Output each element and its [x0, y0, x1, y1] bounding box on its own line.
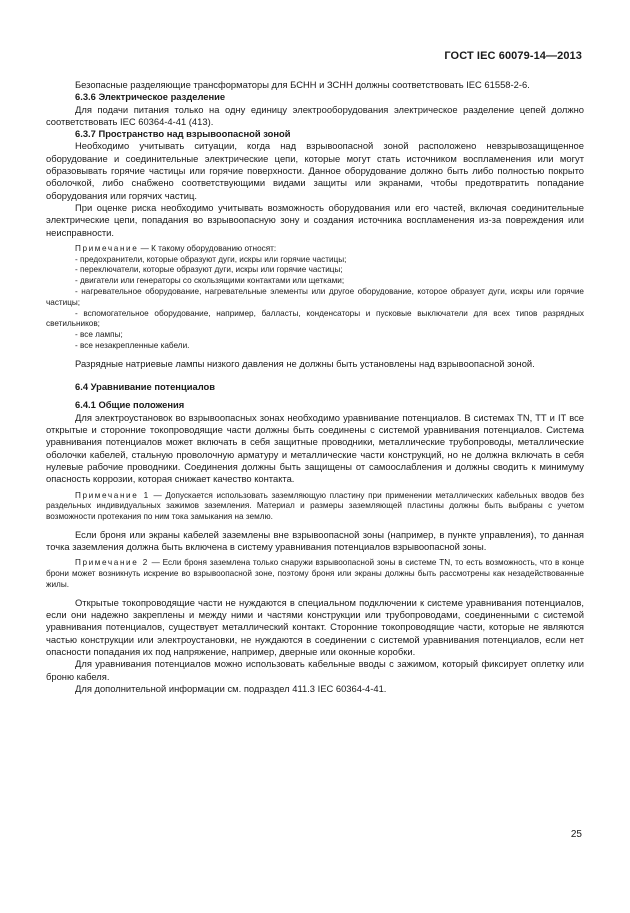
list-item: - все незакрепленные кабели. — [75, 341, 190, 351]
heading-6-4-1: 6.4.1 Общие положения — [75, 399, 185, 411]
list-item: - вспомогательное оборудование, например, балласты, конденсаторы и пусковые выключатели для всех типов разрядных светильников; — [46, 308, 584, 329]
list-item: - переключатели, которые образуют дуги, искры или горячие частицы; — [75, 265, 343, 275]
paragraph-cable-glands: Для уравнивания потенциалов можно использовать кабельные вводы с зажимом, который фиксирует оплетку или броню кабеля. — [46, 658, 584, 682]
note-intro-text: — К такому оборудованию относят: — [140, 243, 277, 253]
note-1-grounding-plate — [46, 491, 584, 523]
paragraph-additional-info: Для дополнительной информации см. подраздел 411.3 IEC 60364-4-41. — [75, 682, 387, 694]
note-label: Примечание 1 — [75, 490, 150, 500]
note-label: Примечание — [75, 243, 139, 253]
note-2-armor-tn — [46, 558, 584, 590]
paragraph-space-above-zone: Необходимо учитывать ситуации, когда над взрывоопасной зоной расположено невзрывозащищенное оборудование и соединительные электрические цепи, которые могут стать источником воспламенения или могут образовывать горячие частицы или горячие поверхности. Данное оборудование должно быть либо полностью покрыто оболочкой, либо снабжено соответствующими видами защиты или экранами, чтобы предотвратить попадание оборудования или горячих частиц. — [46, 140, 584, 201]
paragraph-potential-equalization: Для электроустановок во взрывоопасных зонах необходимо уравнивание потенциалов. В системах TN, TT и IT все открытые и сторонние токопроводящие части должны быть соединены с системой уравнивания потенциалов. Система уравнивания потенциалов может включать в себя защитные проводники, металлические трубопроводы, металлические оболочки кабелей, стальную проволочную арматуру и металлические части конструкций, но не должна включать в себя нулевые рабочие проводники. Соединения должны быть защищены от самоослабления и должны сводить к минимуму опасность коррозии, которая снижает качество контакта. — [46, 411, 584, 485]
paragraph-electrical-separation: Для подачи питания только на одну единицу электрооборудования электрическое разделение цепей должно соответствовать IEC 60364-4-41 (413). — [46, 103, 584, 127]
paragraph-risk-assessment: При оценке риска необходимо учитывать возможность оборудования или его частей, включая соединительные электрические цепи, попадания во взрывоопасную зону и создания источника воспламенения из-за повреждения или неисправности. — [46, 201, 584, 238]
paragraph-transformers: Безопасные разделяющие трансформаторы для БСНН и ЗСНН должны соответствовать IEC 61558-2-6. — [75, 79, 530, 90]
heading-6-4: 6.4 Уравнивание потенциалов — [75, 381, 216, 393]
heading-6-3-6: 6.3.6 Электрическое разделение — [75, 91, 226, 103]
note-text: — Допускается использовать заземляющую пластину при применении металлических кабельных вводов без раздельных индивидуальных зажимов заземления. Материал и размеры заземляющей пластины должны быть выбраны с учетом возможности протекания по ним тока замыкания на землю. — [46, 490, 585, 522]
list-item: - двигатели или генераторы со скользящими контактами или щетками; — [75, 276, 345, 286]
list-item: - предохранители, которые образуют дуги, искры или горячие частицы; — [75, 254, 347, 264]
page-body — [46, 79, 584, 695]
paragraph-cable-armor: Если броня или экраны кабелей заземлены вне взрывоопасной зоны (например, в пункте управления), то данная точка заземления должна быть включена в систему уравнивания потенциалов взрывоопасной зоны. — [46, 528, 584, 553]
list-item: - нагревательное оборудование, нагревательные элементы или другое оборудование, которое образует дуги, искры или горячие частицы; — [46, 287, 584, 307]
page-number: 25 — [570, 829, 582, 840]
note-equipment — [46, 244, 584, 352]
note-text: — Если броня заземлена только снаружи взрывоопасной зоны в системе TN, то есть возможность, что в конце брони может возникнуть искрение во взрывоопасной зоне, поэтому броня или экраны должны быть рассмотрены как незадействованные жилы. — [46, 558, 584, 590]
note-label: Примечание 2 — [75, 558, 149, 568]
note-equipment-intro — [46, 244, 584, 255]
document-code: ГОСТ IEC 60079-14—2013 — [444, 50, 582, 62]
paragraph-sodium-lamps: Разрядные натриевые лампы низкого давления не должны быть установлены над взрывоопасной зоной. — [75, 357, 535, 369]
heading-6-3-7: 6.3.7 Пространство над взрывоопасной зоной — [75, 128, 291, 140]
paragraph-exposed-parts: Открытые токопроводящие части не нуждаются в специальном подключении к системе уравнивания потенциалов, если они надежно закреплены и между ними и частями конструкции или трубопроводами, соединенными с системой уравнивания потенциалов, существует металлический контакт. Сторонние токопроводящие части, которые не являются частью конструкции или электроустановки, не нуждаются в соединении с системой уравнивания потенциалов, если нет опасности попадания их под напряжение, например, дверные или оконные коробки. — [46, 596, 584, 658]
list-item: - все лампы; — [75, 330, 123, 340]
